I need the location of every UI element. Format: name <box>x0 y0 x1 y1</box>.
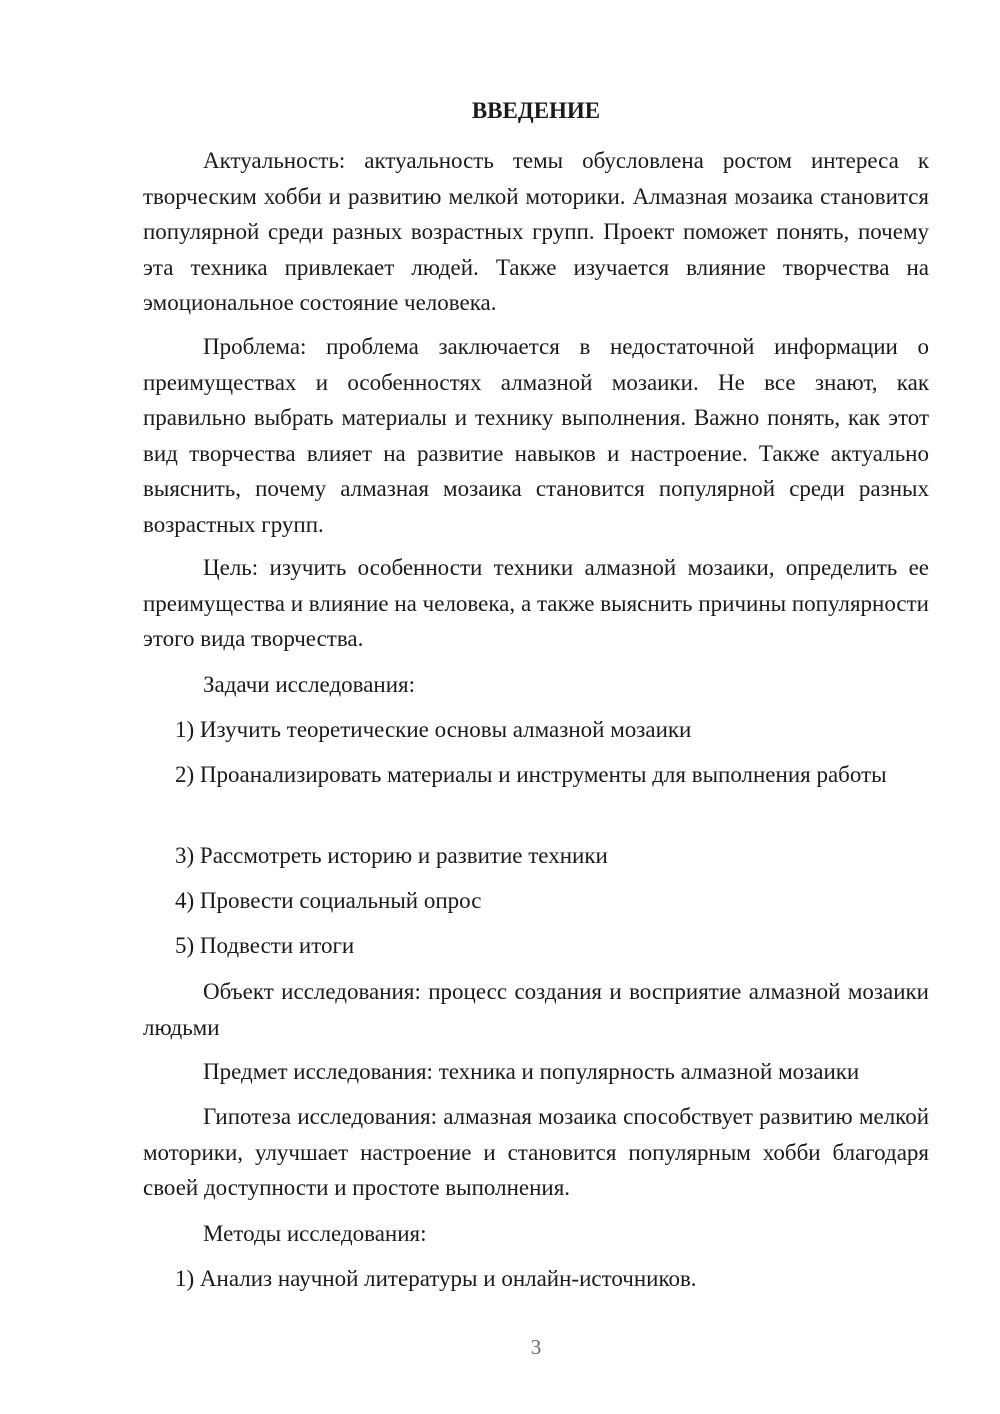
paragraph-methods-heading: Методы исследования: <box>203 1221 427 1246</box>
task-item-3: 3) Рассмотреть историю и развитие техники <box>175 843 608 868</box>
paragraph-relevance: Актуальность: актуальность темы обусловлена ростом интереса к творческим хобби и развитию мелкой моторики. Алмазная мозаика становится популярной среди разных возрастных групп. Проект поможет понять, почему эта техника привлекает людей. Также изучается влияние творчества на эмоциональное состояние человека. <box>143 148 929 315</box>
method-item-1: 1) Анализ научной литературы и онлайн-источников. <box>175 1266 697 1291</box>
section-title: ВВЕДЕНИЕ <box>471 98 601 123</box>
paragraph-subject: Предмет исследования: техника и популярность алмазной мозаики <box>203 1059 860 1084</box>
task-item-2: 2) Проанализировать материалы и инструменты для выполнения работы <box>175 762 887 787</box>
paragraph-object: Объект исследования: процесс создания и восприятие алмазной мозаики людьми <box>143 979 929 1040</box>
task-item-5: 5) Подвести итоги <box>175 933 355 958</box>
task-item-4: 4) Провести социальный опрос <box>175 888 482 913</box>
paragraph-tasks-heading: Задачи исследования: <box>203 672 416 697</box>
page-number: 3 <box>530 1335 542 1359</box>
paragraph-hypothesis: Гипотеза исследования: алмазная мозаика способствует развитию мелкой моторики, улучшает настроение и становится популярным хобби благодаря своей доступности и простоте выполнения. <box>143 1104 929 1200</box>
paragraph-problem: Проблема: проблема заключается в недостаточной информации о преимуществах и особенностях алмазной мозаики. Не все знают, как правильно выбрать материалы и технику выполнения. Важно понять, как этот вид творчества влияет на развитие навыков и настроение. Также актуально выяснить, почему алмазная мозаика становится популярной среди разных возрастных групп. <box>143 334 929 537</box>
paragraph-goal: Цель: изучить особенности техники алмазной мозаики, определить ее преимущества и влияние на человека, а также выяснить причины популярности этого вида творчества. <box>143 555 929 651</box>
task-item-1: 1) Изучить теоретические основы алмазной мозаики <box>175 717 692 742</box>
